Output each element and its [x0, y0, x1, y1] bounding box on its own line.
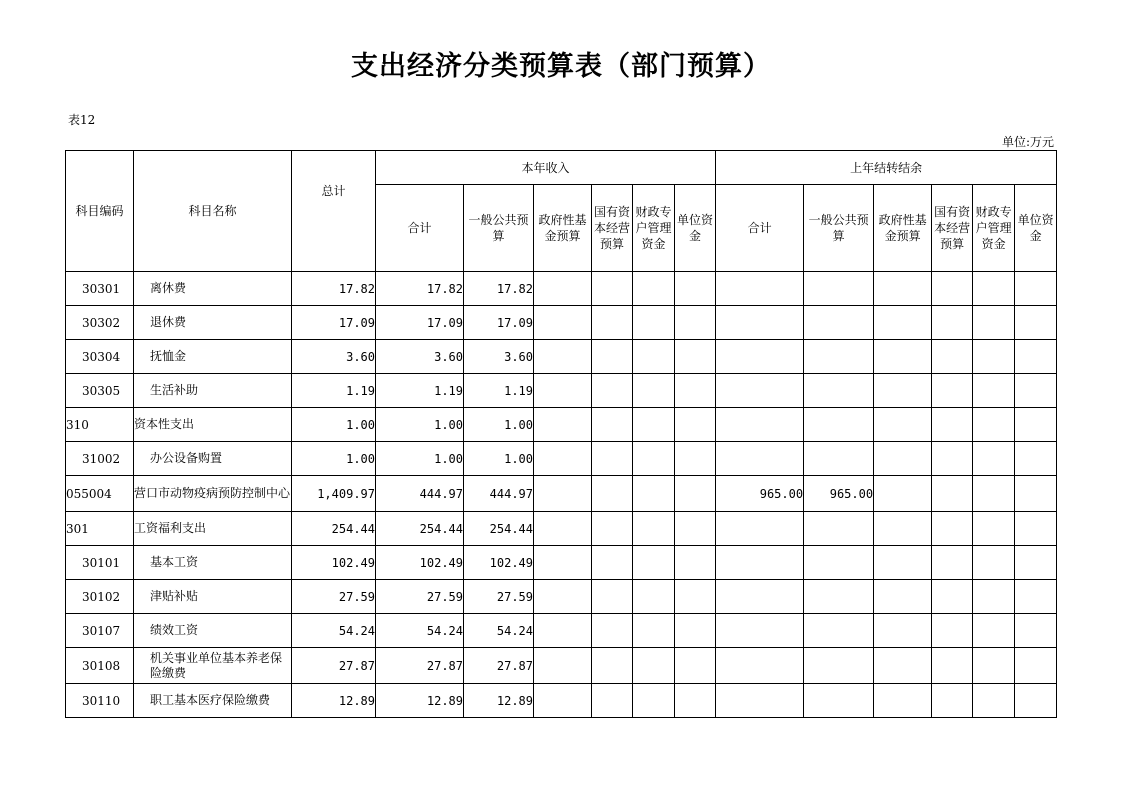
row-value [633, 272, 675, 306]
row-value [534, 684, 592, 718]
row-value: 254.44 [376, 512, 464, 546]
row-value [1015, 442, 1057, 476]
row-value [675, 476, 716, 512]
row-value [592, 512, 633, 546]
header-cur-total: 合计 [376, 185, 464, 272]
row-value: 1.00 [292, 408, 376, 442]
row-name: 营口市动物疫病预防控制中心 [134, 476, 292, 512]
row-value: 54.24 [376, 614, 464, 648]
row-value [874, 580, 932, 614]
row-value [973, 648, 1015, 684]
row-value [534, 340, 592, 374]
row-value [633, 580, 675, 614]
header-prev-unit: 单位资金 [1015, 185, 1057, 272]
row-value: 3.60 [292, 340, 376, 374]
row-value [675, 512, 716, 546]
row-code: 30101 [66, 546, 134, 580]
row-value [675, 374, 716, 408]
row-value [716, 614, 804, 648]
row-value [716, 648, 804, 684]
row-value [716, 580, 804, 614]
row-value [932, 306, 973, 340]
row-value [874, 546, 932, 580]
header-prev-general: 一般公共预算 [804, 185, 874, 272]
row-value [932, 546, 973, 580]
row-value: 12.89 [464, 684, 534, 718]
row-value: 444.97 [376, 476, 464, 512]
row-value [973, 374, 1015, 408]
row-value [534, 476, 592, 512]
row-code: 30107 [66, 614, 134, 648]
row-value: 254.44 [292, 512, 376, 546]
row-value [633, 648, 675, 684]
row-value [633, 546, 675, 580]
row-value [675, 272, 716, 306]
row-value [874, 442, 932, 476]
row-value [592, 374, 633, 408]
row-value [973, 408, 1015, 442]
header-prev-fund: 政府性基金预算 [874, 185, 932, 272]
row-value [973, 476, 1015, 512]
row-code: 301 [66, 512, 134, 546]
table-row [66, 648, 1057, 684]
row-value: 17.09 [292, 306, 376, 340]
row-value: 102.49 [292, 546, 376, 580]
unit-label: 单位:万元 [1001, 135, 1054, 149]
row-value [592, 408, 633, 442]
row-value: 54.24 [292, 614, 376, 648]
row-value [633, 684, 675, 718]
table-row [66, 512, 1057, 546]
row-value [1015, 614, 1057, 648]
header-code: 科目编码 [66, 151, 134, 272]
row-value [973, 614, 1015, 648]
row-value [716, 546, 804, 580]
row-value [534, 272, 592, 306]
table-row [66, 580, 1057, 614]
row-value [633, 442, 675, 476]
row-name: 资本性支出 [134, 408, 292, 442]
row-value [534, 580, 592, 614]
row-value [716, 684, 804, 718]
row-name: 机关事业单位基本养老保险缴费 [134, 648, 292, 684]
header-prev-total: 合计 [716, 185, 804, 272]
row-value [804, 340, 874, 374]
row-value [804, 306, 874, 340]
row-value: 102.49 [464, 546, 534, 580]
row-value: 27.87 [464, 648, 534, 684]
row-value [874, 512, 932, 546]
row-value: 1.00 [292, 442, 376, 476]
row-value [932, 340, 973, 374]
table-row [66, 306, 1057, 340]
table-row [66, 614, 1057, 648]
row-value [675, 546, 716, 580]
row-value [804, 614, 874, 648]
table-row [66, 684, 1057, 718]
row-value [675, 442, 716, 476]
row-value [1015, 512, 1057, 546]
row-value: 3.60 [376, 340, 464, 374]
row-value [874, 684, 932, 718]
row-value [716, 306, 804, 340]
row-value [874, 272, 932, 306]
row-value [1015, 648, 1057, 684]
row-value [932, 580, 973, 614]
row-value [973, 340, 1015, 374]
row-value [592, 442, 633, 476]
row-value: 54.24 [464, 614, 534, 648]
row-name: 绩效工资 [134, 614, 292, 648]
row-value [804, 684, 874, 718]
row-value [1015, 272, 1057, 306]
header-cur-fund: 政府性基金预算 [534, 185, 592, 272]
row-value [675, 648, 716, 684]
table-row [66, 340, 1057, 374]
row-name: 工资福利支出 [134, 512, 292, 546]
header-group-current: 本年收入 [376, 151, 716, 185]
row-value [675, 306, 716, 340]
header-cur-special: 财政专户管理资金 [633, 185, 675, 272]
table-row [66, 272, 1057, 306]
row-value [804, 512, 874, 546]
row-name: 职工基本医疗保险缴费 [134, 684, 292, 718]
row-value [633, 476, 675, 512]
row-value: 12.89 [292, 684, 376, 718]
row-value [874, 374, 932, 408]
row-value [633, 512, 675, 546]
row-value [534, 374, 592, 408]
row-value: 1.19 [292, 374, 376, 408]
table-row [66, 476, 1057, 512]
row-value [932, 684, 973, 718]
row-value [633, 340, 675, 374]
row-code: 30102 [66, 580, 134, 614]
row-value [534, 442, 592, 476]
row-code: 30301 [66, 272, 134, 306]
row-value [675, 340, 716, 374]
row-value [932, 408, 973, 442]
row-value [592, 272, 633, 306]
row-value: 17.09 [376, 306, 464, 340]
row-value [973, 546, 1015, 580]
header-cur-stateowned: 国有资本经营预算 [592, 185, 633, 272]
row-value [1015, 306, 1057, 340]
row-value [1015, 546, 1057, 580]
row-value [534, 512, 592, 546]
row-value [716, 442, 804, 476]
row-value: 17.09 [464, 306, 534, 340]
row-code: 055004 [66, 476, 134, 512]
row-value [874, 614, 932, 648]
row-value [1015, 340, 1057, 374]
page-title: 支出经济分类预算表（部门预算） [351, 51, 771, 82]
row-value [804, 374, 874, 408]
row-value [932, 614, 973, 648]
row-value [874, 408, 932, 442]
row-value [1015, 684, 1057, 718]
row-value [592, 306, 633, 340]
row-value [716, 408, 804, 442]
row-value [1015, 374, 1057, 408]
row-value [675, 614, 716, 648]
row-value: 17.82 [292, 272, 376, 306]
row-value: 254.44 [464, 512, 534, 546]
row-value [932, 648, 973, 684]
row-value [874, 476, 932, 512]
row-value: 1.19 [464, 374, 534, 408]
row-code: 30302 [66, 306, 134, 340]
row-value [973, 272, 1015, 306]
row-value [973, 512, 1015, 546]
row-name: 津贴补贴 [134, 580, 292, 614]
row-value: 17.82 [376, 272, 464, 306]
row-value: 102.49 [376, 546, 464, 580]
row-value [716, 340, 804, 374]
row-value: 965.00 [804, 476, 874, 512]
row-value [804, 546, 874, 580]
header-group-carryover: 上年结转结余 [716, 151, 1057, 185]
row-value [675, 684, 716, 718]
header-cur-unit: 单位资金 [675, 185, 716, 272]
row-value [932, 476, 973, 512]
row-value: 1,409.97 [292, 476, 376, 512]
row-value [534, 408, 592, 442]
row-value [973, 684, 1015, 718]
row-value [932, 374, 973, 408]
row-value [932, 512, 973, 546]
row-code: 310 [66, 408, 134, 442]
row-value [534, 648, 592, 684]
row-value [716, 512, 804, 546]
table-row [66, 442, 1057, 476]
row-name: 抚恤金 [134, 340, 292, 374]
row-value: 1.19 [376, 374, 464, 408]
row-value [534, 546, 592, 580]
row-code: 30108 [66, 648, 134, 684]
row-name: 生活补助 [134, 374, 292, 408]
header-prev-special: 财政专户管理资金 [973, 185, 1015, 272]
row-value [633, 306, 675, 340]
row-value [874, 306, 932, 340]
row-value [592, 614, 633, 648]
row-value: 444.97 [464, 476, 534, 512]
row-code: 30304 [66, 340, 134, 374]
row-value: 3.60 [464, 340, 534, 374]
row-value [932, 442, 973, 476]
row-value [534, 614, 592, 648]
row-value [804, 442, 874, 476]
table-number: 表12 [68, 113, 96, 127]
row-code: 30110 [66, 684, 134, 718]
row-value [675, 580, 716, 614]
row-value [633, 614, 675, 648]
row-value [804, 408, 874, 442]
row-value: 1.00 [464, 408, 534, 442]
row-value [633, 408, 675, 442]
row-value [1015, 580, 1057, 614]
row-code: 30305 [66, 374, 134, 408]
row-value: 1.00 [376, 442, 464, 476]
row-value [592, 476, 633, 512]
row-name: 离休费 [134, 272, 292, 306]
row-value [716, 272, 804, 306]
row-value [804, 580, 874, 614]
row-value [592, 546, 633, 580]
row-value [592, 580, 633, 614]
row-name: 退休费 [134, 306, 292, 340]
table-body [66, 272, 1057, 718]
row-value: 1.00 [464, 442, 534, 476]
table-row [66, 546, 1057, 580]
row-value [804, 272, 874, 306]
header-cur-general: 一般公共预算 [464, 185, 534, 272]
header-name: 科目名称 [134, 151, 292, 272]
row-value [1015, 408, 1057, 442]
row-value: 27.59 [464, 580, 534, 614]
row-value: 27.59 [292, 580, 376, 614]
row-value [633, 374, 675, 408]
row-value: 965.00 [716, 476, 804, 512]
row-name: 基本工资 [134, 546, 292, 580]
row-value [592, 340, 633, 374]
row-value [592, 648, 633, 684]
row-value: 27.87 [376, 648, 464, 684]
row-value [973, 442, 1015, 476]
row-value [973, 306, 1015, 340]
budget-table [65, 150, 1057, 718]
row-value [534, 306, 592, 340]
row-value [932, 272, 973, 306]
row-value [1015, 476, 1057, 512]
table-header [66, 151, 1057, 272]
row-value [804, 648, 874, 684]
row-value [973, 580, 1015, 614]
table-row [66, 408, 1057, 442]
row-name: 办公设备购置 [134, 442, 292, 476]
row-code: 31002 [66, 442, 134, 476]
row-value [592, 684, 633, 718]
row-value: 1.00 [376, 408, 464, 442]
row-value: 27.87 [292, 648, 376, 684]
row-value: 27.59 [376, 580, 464, 614]
row-value [874, 648, 932, 684]
row-value: 17.82 [464, 272, 534, 306]
header-total: 总计 [292, 151, 376, 272]
row-value [675, 408, 716, 442]
table-row [66, 374, 1057, 408]
row-value [716, 374, 804, 408]
row-value [874, 340, 932, 374]
row-value: 12.89 [376, 684, 464, 718]
header-prev-stateowned: 国有资本经营预算 [932, 185, 973, 272]
